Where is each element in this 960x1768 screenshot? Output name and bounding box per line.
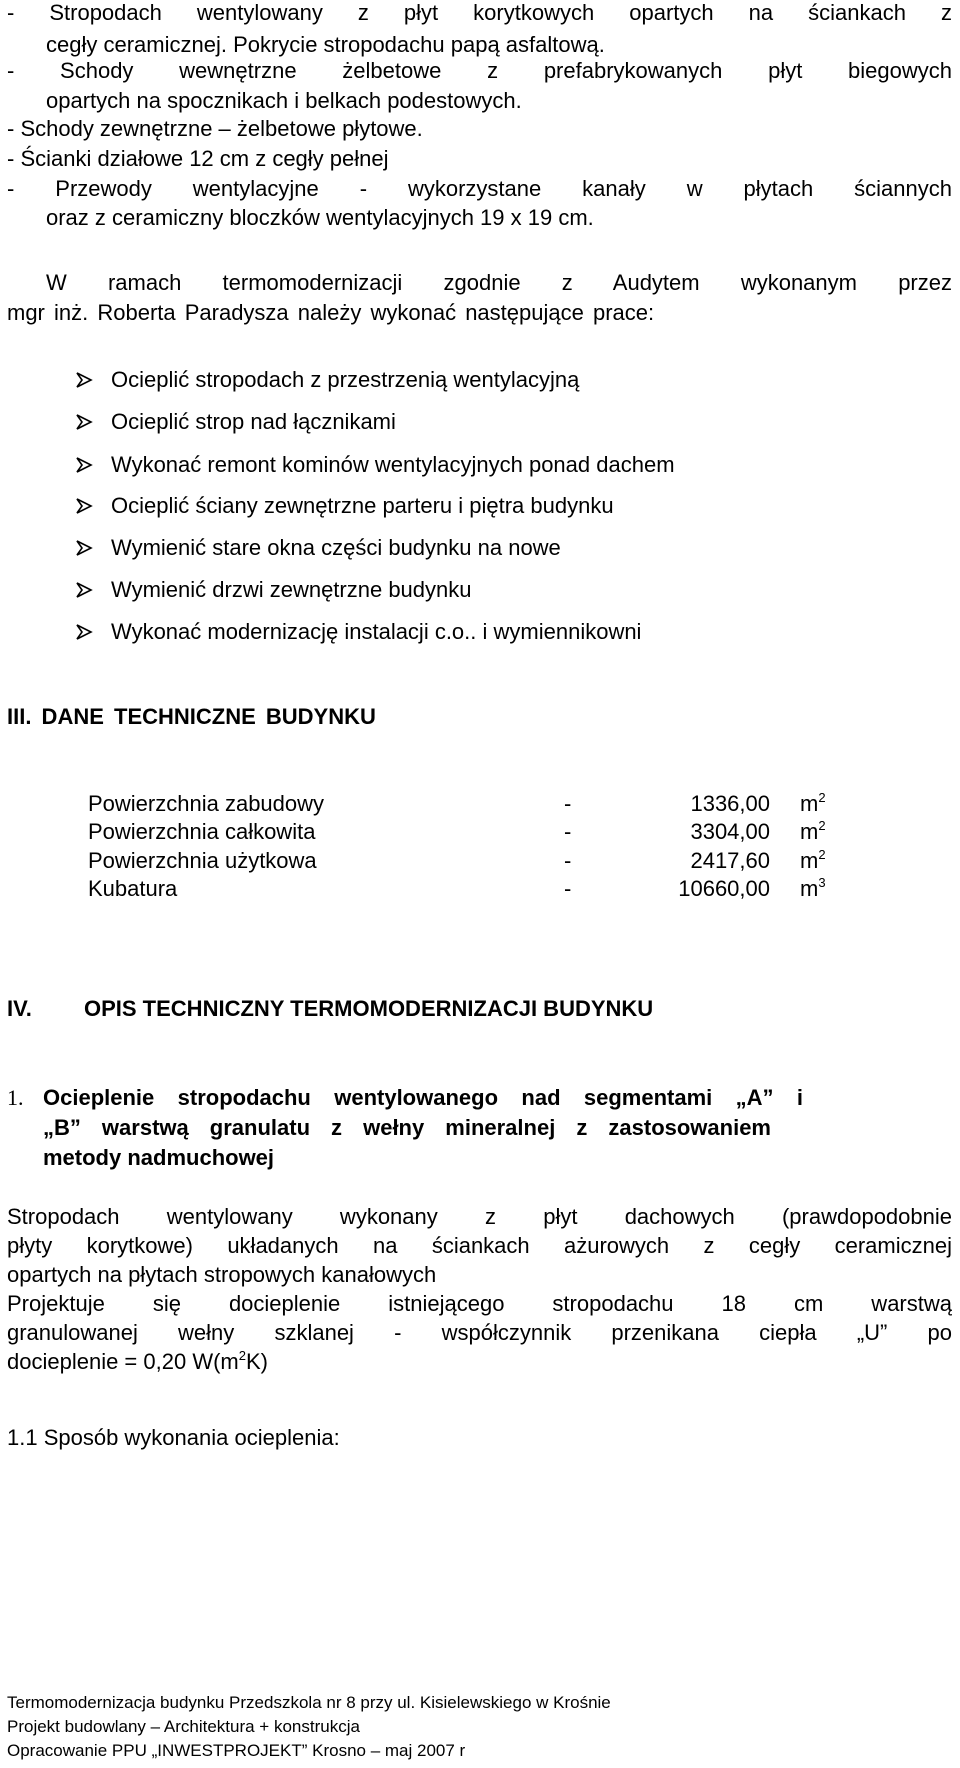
section-number: IV. bbox=[7, 996, 32, 1021]
point-title-line: metody nadmuchowej bbox=[43, 1145, 275, 1170]
table-row bbox=[88, 818, 848, 846]
row-label: Kubatura bbox=[88, 876, 178, 901]
intro-line: W ramach termomodernizacji zgodnie z Audytem wykonanym przez bbox=[46, 270, 952, 295]
list-item: Wymienić stare okna części budynku na nowe bbox=[75, 535, 561, 561]
point-number: 1. bbox=[7, 1085, 24, 1110]
table-row bbox=[88, 790, 848, 818]
row-label: Powierzchnia użytkowa bbox=[88, 848, 317, 873]
list-item: Ocieplić ściany zewnętrzne parteru i piętra budynku bbox=[75, 493, 614, 519]
materials-line: - Stropodach wentylowany z płyt korytkowych opartych na ściankach z bbox=[7, 0, 952, 25]
table-row bbox=[88, 847, 848, 875]
paragraph-line: docieplenie = 0,20 $W(m^2K)$ bbox=[7, 1348, 268, 1374]
arrow-bullet-icon bbox=[75, 409, 95, 435]
list-item: Ocieplić strop nad łącznikami bbox=[75, 409, 396, 435]
footer-line: Projekt budowlany – Architektura + konstrukcja bbox=[7, 1717, 360, 1736]
row-dash: - bbox=[564, 876, 572, 901]
row-dash: - bbox=[564, 819, 572, 844]
row-value: 2417,60 bbox=[690, 848, 770, 873]
arrow-bullet-icon bbox=[75, 619, 95, 645]
row-value: 10660,00 bbox=[678, 876, 770, 901]
materials-line: oraz z ceramiczny bloczków wentylacyjnych 19 x 19 cm. bbox=[46, 205, 594, 230]
table-row bbox=[88, 875, 848, 903]
row-dash: - bbox=[564, 848, 572, 873]
materials-line: - Przewody wentylacyjne - wykorzystane kanały w płytach ściannych bbox=[7, 176, 952, 201]
arrow-bullet-icon bbox=[75, 577, 95, 603]
materials-line: - Schody wewnętrzne żelbetowe z prefabrykowanych płyt biegowych bbox=[7, 58, 952, 83]
materials-line: opartych na spocznikach i belkach podestowych. bbox=[46, 88, 522, 113]
row-unit: $m^2$ bbox=[800, 847, 826, 873]
list-item: Wykonać modernizację instalacji c.o.. i wymiennikowni bbox=[75, 619, 641, 645]
section-heading: III. DANE TECHNICZNE BUDYNKU bbox=[7, 704, 376, 729]
arrow-bullet-icon bbox=[75, 493, 95, 519]
row-value: 3304,00 bbox=[690, 819, 770, 844]
row-value: 1336,00 bbox=[690, 791, 770, 816]
point-title-line: „B” warstwą granulatu z wełny mineralnej z zastosowaniem bbox=[43, 1115, 771, 1140]
arrow-bullet-icon bbox=[75, 452, 95, 478]
point-title-line: Ocieplenie stropodachu wentylowanego nad segmentami „A” i bbox=[43, 1085, 803, 1110]
list-item: Wykonać remont kominów wentylacyjnych ponad dachem bbox=[75, 452, 675, 478]
row-dash: - bbox=[564, 791, 572, 816]
row-unit: $m^2$ bbox=[800, 790, 826, 816]
row-unit: $m^2$ bbox=[800, 818, 826, 844]
footer-line: Opracowanie PPU „INWESTPROJEKT” Krosno – maj 2007 r bbox=[7, 1741, 466, 1760]
list-item: Wymienić drzwi zewnętrzne budynku bbox=[75, 577, 472, 603]
materials-line: - Schody zewnętrzne – żelbetowe płytowe. bbox=[7, 116, 423, 141]
paragraph-line: opartych na płytach stropowych kanałowych bbox=[7, 1262, 437, 1287]
paragraph-line: Stropodach wentylowany wykonany z płyt dachowych (prawdopodobnie bbox=[7, 1204, 952, 1229]
row-label: Powierzchnia zabudowy bbox=[88, 791, 325, 816]
list-item: Ocieplić stropodach z przestrzenią wentylacyjną bbox=[75, 367, 579, 393]
arrow-bullet-icon bbox=[75, 367, 95, 393]
paragraph-line: Projektuje się docieplenie istniejącego stropodachu 18 cm warstwą bbox=[7, 1291, 952, 1316]
footer-line: Termomodernizacja budynku Przedszkola nr 8 przy ul. Kisielewskiego w Krośnie bbox=[7, 1693, 611, 1712]
materials-line: - Ścianki działowe 12 cm z cegły pełnej bbox=[7, 146, 389, 171]
paragraph-line: granulowanej wełny szklanej - współczynnik przenikana ciepła „U” po bbox=[7, 1320, 952, 1345]
row-unit: $m^3$ bbox=[800, 875, 826, 901]
section-heading: OPIS TECHNICZNY TERMOMODERNIZACJI BUDYNKU bbox=[84, 996, 654, 1021]
paragraph-line: płyty korytkowe) układanych na ściankach ażurowych z cegły ceramicznej bbox=[7, 1233, 952, 1258]
arrow-bullet-icon bbox=[75, 535, 95, 561]
row-label: Powierzchnia całkowita bbox=[88, 819, 316, 844]
intro-line: mgr inż. Roberta Paradysza należy wykonać następujące prace: bbox=[7, 300, 655, 325]
subsection-heading: 1.1 Sposób wykonania ocieplenia: bbox=[7, 1425, 340, 1450]
materials-line: cegły ceramicznej. Pokrycie stropodachu papą asfaltową. bbox=[46, 32, 605, 57]
